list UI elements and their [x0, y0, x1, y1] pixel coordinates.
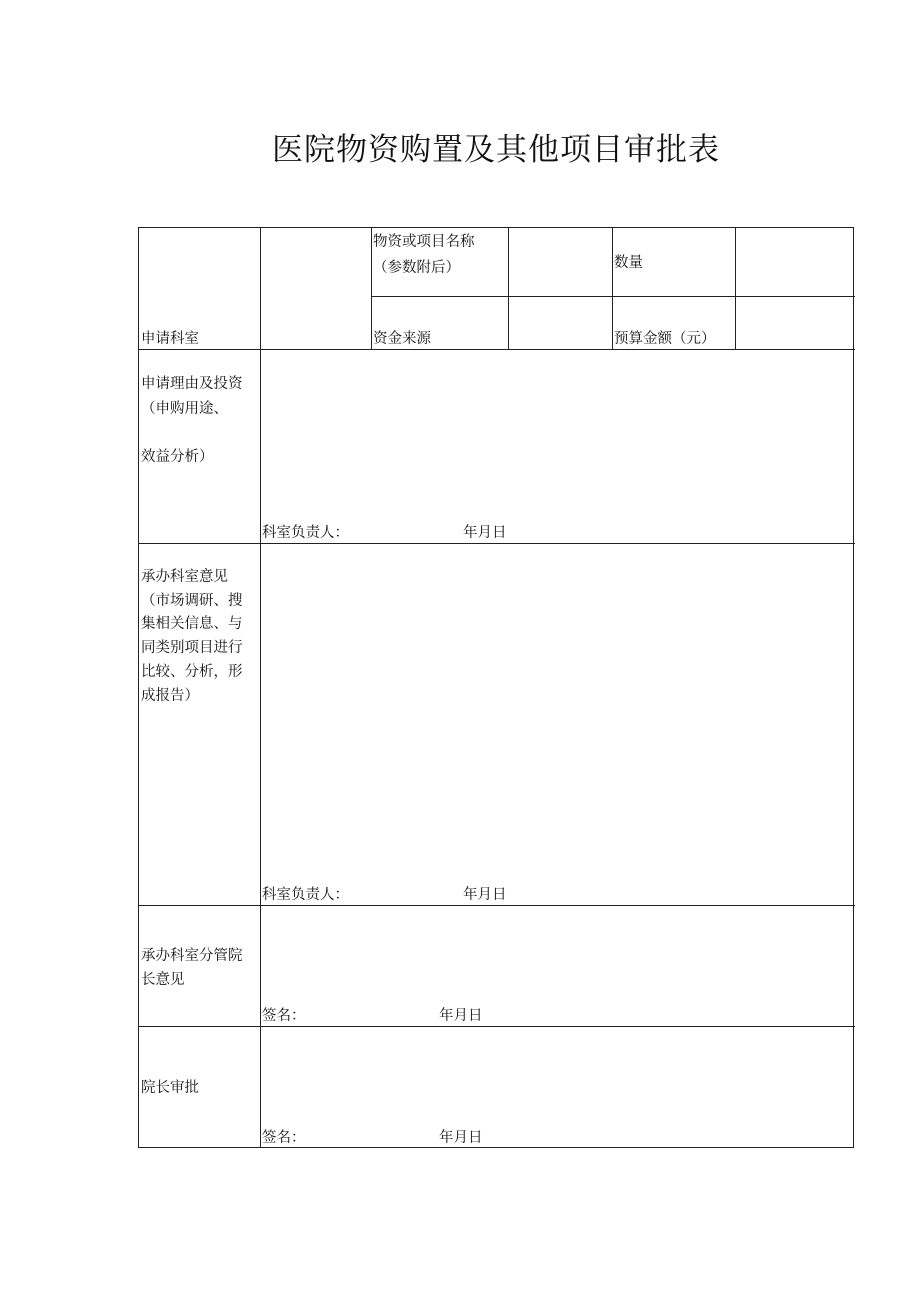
row-divider — [139, 1026, 855, 1027]
president-approval-label: 院长审批 — [141, 1080, 199, 1096]
reason-label-line2: （申购用途、 — [141, 401, 228, 417]
budget-value-field[interactable] — [739, 300, 849, 346]
dept-value-field[interactable] — [265, 232, 365, 344]
column-divider — [612, 228, 613, 349]
row-divider — [139, 349, 855, 350]
column-divider — [371, 228, 372, 349]
approval-form-table — [138, 227, 854, 1148]
president-date-label: 年月日 — [439, 1130, 483, 1146]
opinion-label-line2: （市场调研、搜 — [141, 593, 243, 609]
reason-label-line3: 效益分析） — [141, 449, 214, 465]
row-divider — [371, 296, 855, 297]
vp-opinion-content-field[interactable] — [265, 910, 849, 998]
item-name-label: 物资或项目名称 — [373, 234, 475, 250]
reason-date-label: 年月日 — [463, 525, 507, 541]
vp-date-label: 年月日 — [439, 1008, 483, 1024]
opinion-label: 承办科室意见 — [141, 569, 228, 585]
column-divider — [508, 228, 509, 349]
opinion-label-line4: 同类别项目进行 — [141, 640, 243, 656]
opinion-label-line5: 比较、分析，形 — [141, 664, 243, 680]
reason-signer-label: 科室负责人： — [262, 525, 349, 541]
vp-signer-label: 签名： — [262, 1008, 306, 1024]
dept-label: 申请科室 — [141, 331, 199, 347]
reason-label: 申请理由及投资 — [141, 376, 243, 392]
opinion-date-label: 年月日 — [463, 887, 507, 903]
form-title: 医院物资购置及其他项目审批表 — [272, 132, 720, 168]
budget-label: 预算金额（元） — [614, 331, 716, 347]
vp-opinion-label-line2: 长意见 — [141, 972, 185, 988]
opinion-signer-label: 科室负责人： — [262, 887, 349, 903]
president-approval-content-field[interactable] — [265, 1031, 849, 1119]
item-name-label-note: （参数附后） — [373, 260, 460, 276]
reason-content-field[interactable] — [265, 354, 849, 514]
fund-source-label: 资金来源 — [373, 331, 431, 347]
item-name-value-field[interactable] — [515, 232, 607, 292]
vp-opinion-label: 承办科室分管院 — [141, 948, 243, 964]
president-signer-label: 签名： — [262, 1130, 306, 1146]
column-divider — [735, 228, 736, 349]
column-divider — [260, 228, 261, 1148]
opinion-content-field[interactable] — [265, 548, 849, 876]
fund-source-value-field[interactable] — [515, 300, 607, 346]
opinion-label-line6: 成报告） — [141, 688, 199, 704]
opinion-label-line3: 集相关信息、与 — [141, 616, 243, 632]
quantity-label: 数量 — [614, 255, 643, 271]
quantity-value-field[interactable] — [739, 232, 849, 292]
